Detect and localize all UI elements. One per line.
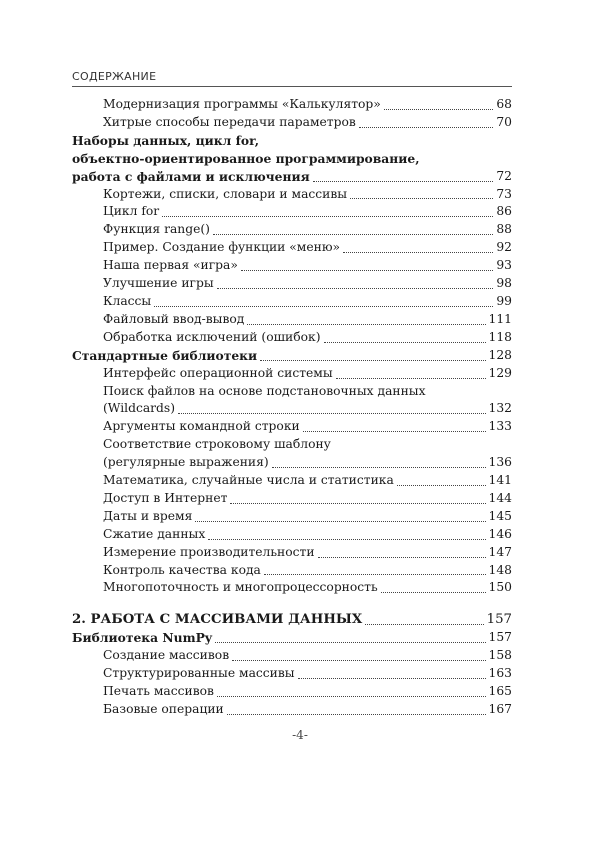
toc-entry-page: 129 <box>488 365 512 380</box>
toc-entry-title: (регулярные выражения) <box>103 455 269 470</box>
toc-entry <box>72 114 512 132</box>
toc-entry-title: Улучшение игры <box>103 276 214 291</box>
leader-dots <box>227 714 486 715</box>
toc-entry-title: Цикл for <box>103 204 160 219</box>
toc-entry-title: (Wildcards) <box>103 401 176 416</box>
toc-entry <box>72 562 512 580</box>
toc-entry <box>72 293 512 311</box>
toc-entry-title: Наша первая «игра» <box>103 258 238 273</box>
toc-entry <box>72 186 512 204</box>
toc-entry <box>72 490 512 508</box>
leader-dots <box>298 678 486 679</box>
toc-entry <box>72 701 512 719</box>
leader-dots <box>264 574 486 575</box>
toc-entry-title: Функция range() <box>103 222 210 237</box>
toc-entry <box>72 647 512 665</box>
toc-entry-page: 150 <box>488 580 512 595</box>
toc-entry-page: 92 <box>496 240 512 255</box>
toc-entry-title: Базовые операции <box>103 701 224 716</box>
toc-entry-title: Контроль качества кода <box>103 562 261 577</box>
toc-entry-page: 145 <box>488 508 512 523</box>
toc-entry-page: 73 <box>496 186 512 201</box>
toc-entry-page: 111 <box>488 311 512 326</box>
toc-entry-title: Создание массивов <box>103 648 230 663</box>
header-rule <box>72 86 512 87</box>
leader-dots <box>260 360 485 361</box>
toc-entry <box>72 168 512 186</box>
toc-entry <box>72 275 512 293</box>
toc-entry-page: 157 <box>486 612 512 628</box>
leader-dots <box>162 216 493 217</box>
table-of-contents <box>72 96 512 719</box>
toc-entry-multiline <box>72 436 512 454</box>
toc-entry-title: Библиотека NumPy <box>72 630 212 646</box>
leader-dots <box>247 324 485 325</box>
toc-entry <box>72 418 512 436</box>
toc-entry-page: 70 <box>496 114 512 129</box>
toc-entry-multiline <box>72 383 512 401</box>
leader-dots <box>208 539 485 540</box>
toc-entry-title-line: Поиск файлов на основе подстановочных данных <box>103 383 426 398</box>
toc-entry-page: 157 <box>488 630 512 645</box>
leader-dots <box>215 642 486 643</box>
leader-dots <box>384 109 494 110</box>
toc-entry-page: 99 <box>496 293 512 308</box>
toc-entry-title-line: Наборы данных, цикл for, <box>72 132 259 148</box>
leader-dots <box>154 306 493 307</box>
toc-entry-page: 148 <box>488 562 512 577</box>
toc-entry-page: 136 <box>488 455 512 470</box>
toc-entry <box>72 683 512 701</box>
toc-entry-page: 128 <box>488 347 512 362</box>
toc-section <box>72 629 512 647</box>
leader-dots <box>336 378 486 379</box>
chapter-gap <box>72 597 512 611</box>
leader-dots <box>195 521 485 522</box>
toc-entry-page: 147 <box>488 544 512 559</box>
leader-dots <box>217 288 494 289</box>
toc-entry-title: Измерение производительности <box>103 544 315 559</box>
leader-dots <box>397 485 486 486</box>
toc-entry <box>72 579 512 597</box>
toc-entry <box>72 365 512 383</box>
toc-entry <box>72 221 512 239</box>
leader-dots <box>232 660 485 661</box>
leader-dots <box>230 503 485 504</box>
toc-entry-title: Доступ в Интернет <box>103 490 228 505</box>
toc-entry-title: Математика, случайные числа и статистика <box>103 473 394 488</box>
toc-entry <box>72 329 512 347</box>
leader-dots <box>343 252 493 253</box>
toc-entry-title: Модернизация программы «Калькулятор» <box>103 97 381 111</box>
toc-entry-title: Печать массивов <box>103 684 214 698</box>
leader-dots <box>178 413 485 414</box>
toc-entry <box>72 508 512 526</box>
toc-entry-title: Файловый ввод-вывод <box>103 311 245 326</box>
toc-entry <box>72 665 512 683</box>
leader-dots <box>318 557 486 558</box>
leader-dots <box>324 342 486 343</box>
toc-entry <box>72 454 512 472</box>
toc-entry-page: 132 <box>488 401 512 416</box>
toc-entry <box>72 257 512 275</box>
toc-entry <box>72 472 512 490</box>
toc-entry-title: Классы <box>103 293 152 308</box>
leader-dots <box>381 592 486 593</box>
toc-entry <box>72 400 512 418</box>
toc-entry-page: 68 <box>496 97 512 111</box>
toc-entry-title: Аргументы командной строки <box>103 419 300 434</box>
toc-entry-page: 98 <box>496 276 512 291</box>
toc-entry-title: Пример. Создание функции «меню» <box>103 240 341 255</box>
leader-dots <box>213 234 493 235</box>
toc-entry <box>72 526 512 544</box>
toc-entry-page: 88 <box>496 222 512 237</box>
toc-entry-title: Даты и время <box>103 508 193 523</box>
toc-section-multiline <box>72 132 512 168</box>
toc-entry-page: 165 <box>488 684 512 698</box>
toc-entry-page: 163 <box>488 666 512 681</box>
toc-entry-title: Кортежи, списки, словари и массивы <box>103 186 348 201</box>
leader-dots <box>365 624 483 625</box>
toc-entry-page: 93 <box>496 258 512 273</box>
leader-dots <box>303 431 486 432</box>
toc-section <box>72 347 512 365</box>
toc-entry-title: Обработка исключений (ошибок) <box>103 329 321 344</box>
toc-entry-page: 158 <box>488 648 512 663</box>
leader-dots <box>217 696 486 697</box>
toc-entry-page: 146 <box>488 526 512 541</box>
toc-entry-title: Интерфейс операционной системы <box>103 365 333 380</box>
toc-entry-title: Структурированные массивы <box>103 666 295 681</box>
toc-entry-title: Стандартные библиотеки <box>72 347 258 363</box>
toc-entry-page: 86 <box>496 204 512 219</box>
toc-entry <box>72 96 512 114</box>
toc-entry <box>72 239 512 257</box>
toc-entry-page: 72 <box>496 168 512 183</box>
toc-chapter-title: 2. РАБОТА С МАССИВАМИ ДАННЫХ <box>72 612 363 628</box>
toc-entry <box>72 544 512 562</box>
toc-entry-page: 144 <box>488 490 512 505</box>
toc-entry <box>72 311 512 329</box>
toc-entry-page: 167 <box>488 701 512 716</box>
toc-entry-page: 118 <box>488 329 512 344</box>
toc-entry-title-line: Соответствие строковому шаблону <box>103 437 331 452</box>
toc-entry-title: работа с файлами и исключения <box>72 168 310 184</box>
page-number: -4- <box>292 728 308 742</box>
leader-dots <box>313 181 494 182</box>
toc-entry-title: Хитрые способы передачи параметров <box>103 114 356 129</box>
toc-entry-title-line: объектно-ориентированное программирование, <box>72 150 420 166</box>
toc-entry-page: 133 <box>488 419 512 434</box>
toc-entry-title: Многопоточность и многопроцессорность <box>103 580 378 595</box>
toc-chapter <box>72 611 512 629</box>
leader-dots <box>241 270 493 271</box>
toc-entry <box>72 203 512 221</box>
toc-entry-page: 141 <box>488 473 512 488</box>
toc-entry-title: Сжатие данных <box>103 526 206 541</box>
leader-dots <box>350 198 493 199</box>
leader-dots <box>272 467 486 468</box>
leader-dots <box>359 127 494 128</box>
running-header: СОДЕРЖАНИЕ <box>72 70 157 83</box>
